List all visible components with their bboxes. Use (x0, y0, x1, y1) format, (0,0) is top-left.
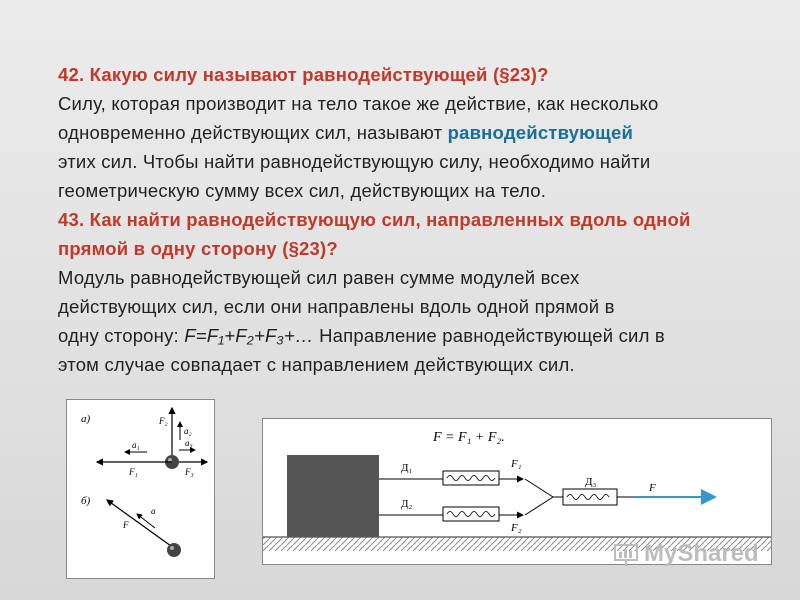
label-f1: F₁ (129, 467, 138, 477)
label-f3: F₃ (185, 467, 194, 477)
watermark (612, 540, 759, 568)
q42-line-2 (58, 118, 778, 147)
label-f: F (123, 520, 129, 530)
question-43-title-1: 43. Как найти равнодействующую сил, направленных вдоль одной (58, 209, 691, 230)
block (287, 455, 379, 537)
arrow-a (137, 514, 155, 528)
presentation-icon (612, 540, 640, 568)
label-d1: Д₁ (401, 462, 413, 474)
watermark-text: MyShared (644, 540, 759, 567)
ball-b (167, 543, 181, 557)
label-a-b: a (151, 506, 156, 516)
label-f2-right: F₂ (511, 522, 522, 534)
label-a3: a₃ (185, 438, 193, 448)
q42-line-1: Силу, которая производит на тело такое же действие, как несколько (58, 93, 659, 114)
label-a2: a₂ (184, 426, 192, 436)
label-b: б) (81, 495, 91, 507)
q42-highlight-term: равнодействующей (447, 122, 634, 143)
label-f1-right: F₁ (511, 458, 522, 470)
sum-formula-text: F=F₁+F₂+F₃+… (184, 325, 314, 346)
figure-forces-on-ball (66, 399, 215, 579)
label-f-right: F (649, 482, 656, 494)
figure-forces-on-ball-svg (67, 400, 214, 578)
sum-formula (184, 325, 314, 346)
question-43-title-2: прямой в одну сторону (§23)? (58, 238, 338, 259)
q43-line-3-pre: одну сторону: (58, 325, 185, 346)
connector-lower (525, 497, 553, 515)
q42-line-2-text: одновременно действующих сил, называют (58, 122, 448, 143)
label-a1: a₁ (132, 440, 140, 450)
label-f2: F₂ (159, 416, 168, 426)
q43-line-3 (58, 321, 778, 350)
connector-upper (525, 479, 553, 497)
q43-line-3-post: Направление равнодействующей сил в (313, 325, 665, 346)
question-42-title: 42. Какую силу называют равнодействующей (§23)? (58, 64, 549, 85)
label-a: а) (81, 413, 91, 425)
text-block (58, 60, 778, 379)
q43-line-4: этом случае совпадает с направлением действующих сил. (58, 354, 575, 375)
q42-line-4: геометрическую сумму всех сил, действующих на тело. (58, 180, 547, 201)
q43-line-1: Модуль равнодействующей сил равен сумме модулей всех (58, 267, 580, 288)
ball-a-highlight (168, 458, 172, 462)
label-d3: Д₃ (585, 476, 597, 488)
q42-line-3: этих сил. Чтобы найти равнодействующую силу, необходимо найти (58, 151, 651, 172)
q43-line-2: действующих сил, если они направлены вдоль одной прямой в (58, 296, 615, 317)
arrow-f (107, 500, 171, 546)
ball-b-highlight (170, 546, 174, 550)
formula-label: F = F₁ + F₂. (433, 430, 505, 445)
label-d2: Д₂ (401, 498, 413, 510)
